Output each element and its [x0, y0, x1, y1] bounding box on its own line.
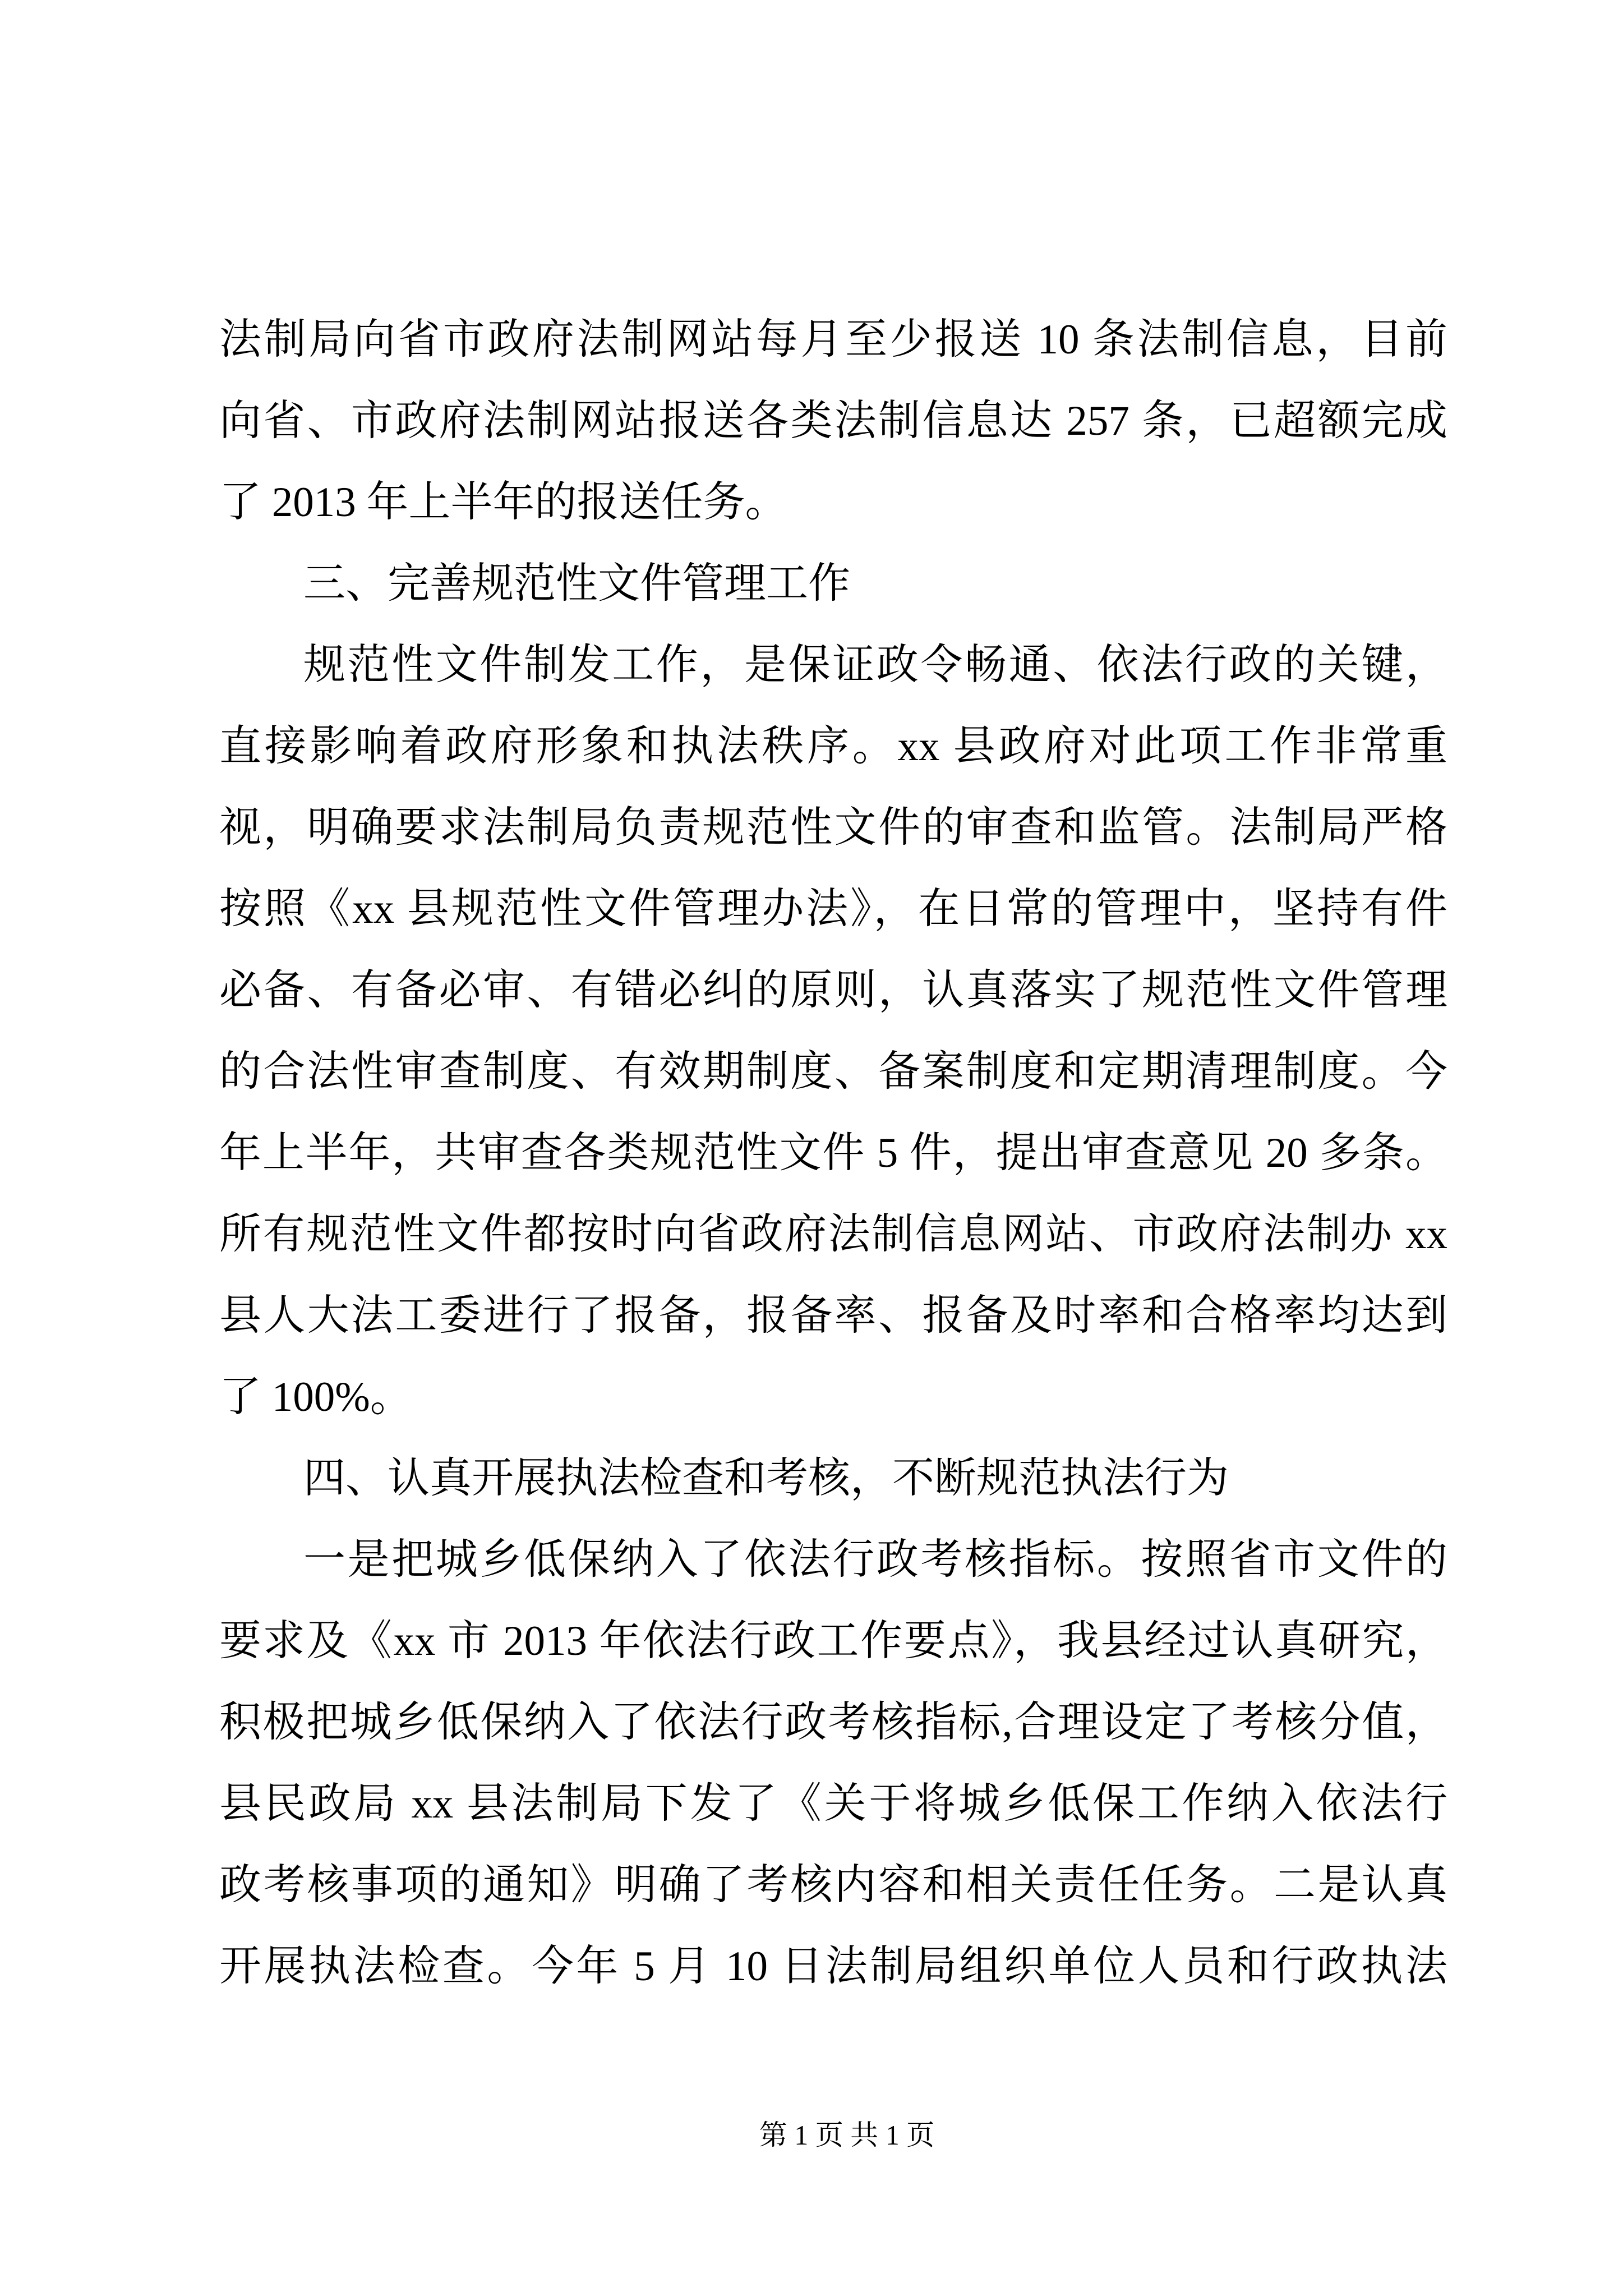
body-text-line: 法制局向省市政府法制网站每月至少报送 10 条法制信息，目前	[219, 316, 1447, 363]
body-text-line: 直接影响着政府形象和执法秩序。xx 县政府对此项工作非常重	[219, 723, 1447, 770]
section-heading: 四、认真开展执法检查和考核，不断规范执法行为	[303, 1455, 1229, 1502]
paragraph	[219, 1519, 1447, 2007]
body-text-line: 规范性文件制发工作，是保证政令畅通、依法行政的关键，	[303, 642, 1447, 688]
document-body	[219, 299, 1447, 2007]
body-text-line: 一是把城乡低保纳入了依法行政考核指标。按照省市文件的	[303, 1536, 1447, 1583]
body-text-line: 县民政局 xx 县法制局下发了《关于将城乡低保工作纳入依法行	[219, 1780, 1447, 1827]
body-text-line: 县人大法工委进行了报备，报备率、报备及时率和合格率均达到	[219, 1292, 1447, 1339]
paragraph	[219, 624, 1447, 1438]
body-text-line: 必备、有备必审、有错必纠的原则，认真落实了规范性文件管理	[219, 967, 1447, 1014]
section-heading-block	[219, 1438, 1447, 1519]
section-heading-block	[219, 543, 1447, 624]
body-text-line: 积极把城乡低保纳入了依法行政考核指标,合理设定了考核分值，	[219, 1699, 1447, 1746]
page-footer	[0, 2118, 1623, 2152]
body-text-line: 所有规范性文件都按时向省政府法制信息网站、市政府法制办 xx	[219, 1211, 1447, 1258]
body-text-line: 要求及《xx 市 2013 年依法行政工作要点》，我县经过认真研究，	[219, 1618, 1447, 1664]
body-text-line: 的合法性审查制度、有效期制度、备案制度和定期清理制度。今	[219, 1048, 1447, 1095]
body-text-line: 了 100%。	[219, 1374, 412, 1420]
paragraph	[219, 299, 1447, 543]
body-text-line: 按照《xx 县规范性文件管理办法》，在日常的管理中，坚持有件	[219, 886, 1447, 932]
section-heading: 三、完善规范性文件管理工作	[303, 560, 851, 607]
page-number-label: 第 1 页 共 1 页	[759, 2119, 935, 2151]
body-text-line: 了 2013 年上半年的报送任务。	[219, 479, 787, 526]
body-text-line: 年上半年，共审查各类规范性文件 5 件，提出审查意见 20 多条。	[219, 1130, 1447, 1176]
body-text-line: 开展执法检查。今年 5 月 10 日法制局组织单位人员和行政执法	[219, 1943, 1447, 1990]
body-text-line: 向省、市政府法制网站报送各类法制信息达 257 条，已超额完成	[219, 398, 1447, 444]
body-text-line: 政考核事项的通知》明确了考核内容和相关责任任务。二是认真	[219, 1862, 1447, 1908]
body-text-line: 视，明确要求法制局负责规范性文件的审查和监管。法制局严格	[219, 804, 1447, 851]
